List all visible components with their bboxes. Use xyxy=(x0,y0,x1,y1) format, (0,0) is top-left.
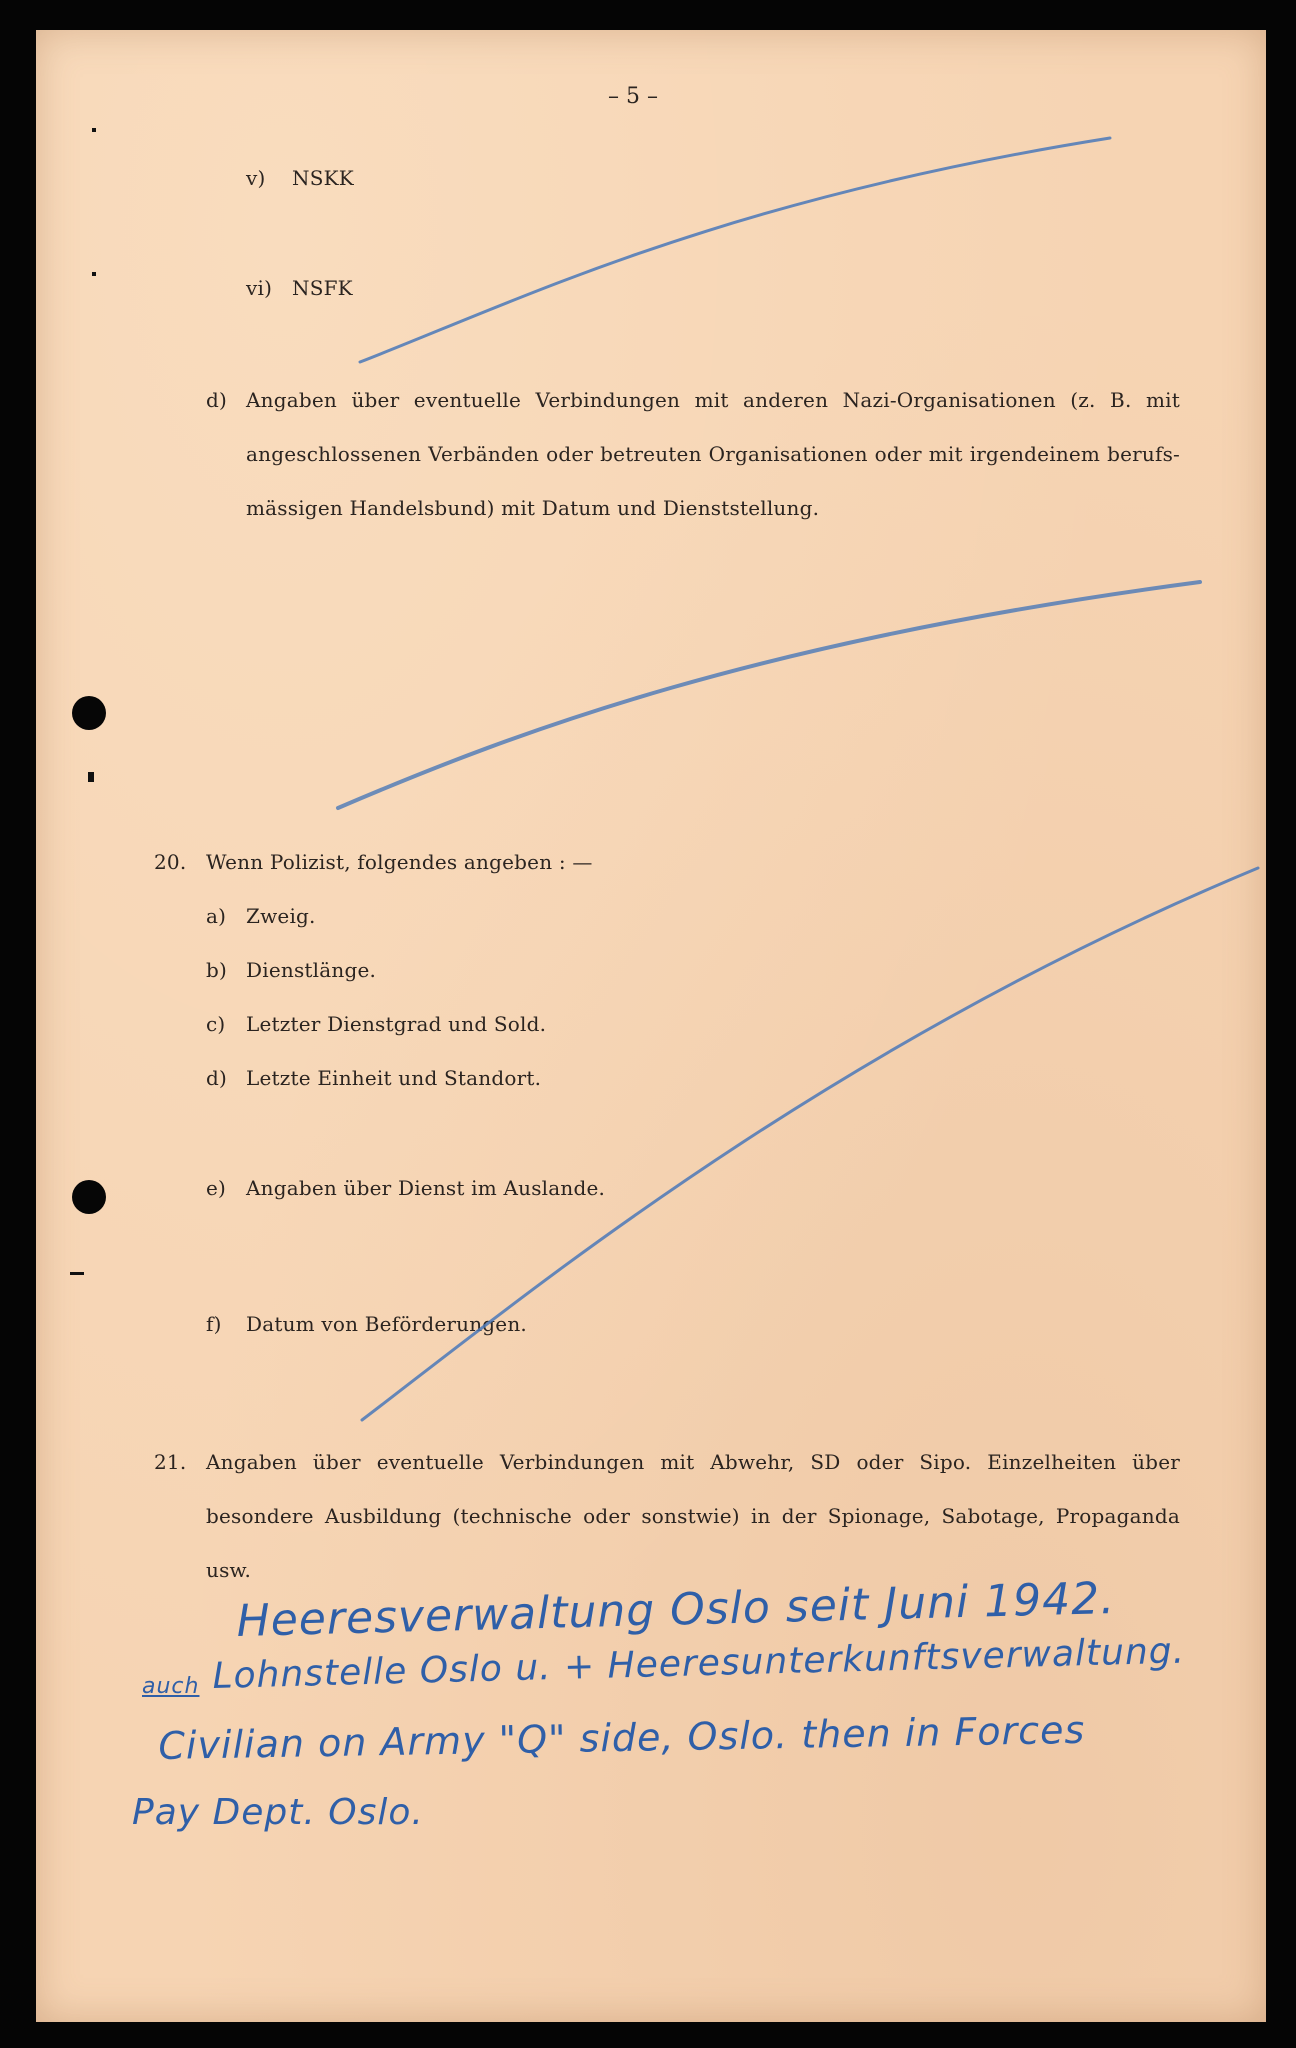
handwriting-line4: Pay Dept. Oslo. xyxy=(132,1792,424,1833)
q20-number: 20. xyxy=(154,850,187,874)
q20-title: Wenn Polizist, folgendes angeben : — xyxy=(206,850,593,874)
item-d-line2: angeschlossenen Verbänden oder betreuten Organisationen oder mit irgendeinem berufs- xyxy=(246,442,1180,466)
q20-sub-c-marker: c) xyxy=(206,1012,226,1036)
q20-sub-e-marker: e) xyxy=(206,1176,227,1200)
q21-number: 21. xyxy=(154,1450,187,1474)
item-d-line1: Angaben über eventuelle Verbindungen mit anderen Nazi-Organisationen (z. B. mit xyxy=(246,388,1180,412)
item-vi-marker: vi) xyxy=(246,276,273,300)
q20-sub-a-marker: a) xyxy=(206,904,227,928)
handwriting-line1: Heeresverwaltung Oslo seit Juni 1942. xyxy=(236,1572,1116,1647)
q20-sub-e-text: Angaben über Dienst im Auslande. xyxy=(246,1176,606,1200)
page-number: – 5 – xyxy=(608,84,658,109)
q21-line2: besondere Ausbildung (technische oder sonstwie) in der Spionage, Sabotage, Propaganda xyxy=(206,1504,1180,1528)
handwriting-line3: Civilian on Army "Q" side, Oslo. then in Forces xyxy=(158,1707,1086,1768)
item-v-text: NSKK xyxy=(292,166,354,190)
item-vi-text: NSFK xyxy=(292,276,353,300)
q21-line3: usw. xyxy=(206,1558,252,1582)
item-v-marker: v) xyxy=(246,166,266,190)
q21-line1: Angaben über eventuelle Verbindungen mit Abwehr, SD oder Sipo. Einzelheiten über xyxy=(206,1450,1180,1474)
handwriting-line2: Lohnstelle Oslo u. + Heeresunterkunftsverwaltung. xyxy=(212,1630,1186,1697)
item-d-marker: d) xyxy=(206,388,228,412)
q20-sub-d-marker: d) xyxy=(206,1066,228,1090)
q20-sub-c-text: Letzter Dienstgrad und Sold. xyxy=(246,1012,547,1036)
handwriting-prefix: auch xyxy=(142,1674,200,1699)
strike-curve-upper xyxy=(360,138,1110,362)
q20-sub-f-marker: f) xyxy=(206,1312,222,1336)
q20-sub-f-text: Datum von Beförderungen. xyxy=(246,1312,527,1336)
strike-curve-lower xyxy=(362,868,1258,1420)
item-d-line3: mässigen Handelsbund) mit Datum und Dienststellung. xyxy=(246,496,820,520)
q20-sub-b-text: Dienstlänge. xyxy=(246,958,377,982)
q20-sub-a-text: Zweig. xyxy=(246,904,316,928)
q20-sub-b-marker: b) xyxy=(206,958,228,982)
strike-curve-middle xyxy=(338,582,1200,808)
q20-sub-d-text: Letzte Einheit und Standort. xyxy=(246,1066,542,1090)
